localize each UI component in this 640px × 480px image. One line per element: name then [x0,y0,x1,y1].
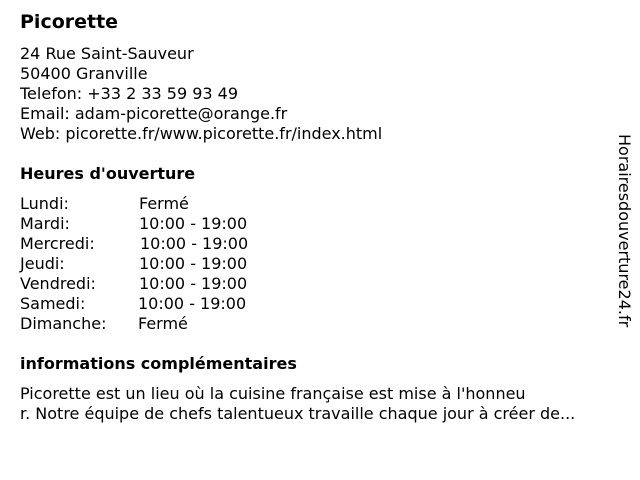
hours-row-saturday [20,294,300,314]
hours-row-sunday [20,314,300,334]
business-description [20,384,575,424]
hours-value: 10:00 - 19:00 [140,234,249,253]
website-url: Web: picorette.fr/www.picorette.fr/index.html [20,124,383,143]
day-label: Jeudi: [20,254,65,273]
description-line: r. Notre équipe de chefs talentueux travaille chaque jour à créer de... [20,404,576,423]
hours-value: 10:00 - 19:00 [139,254,248,273]
hours-value: 10:00 - 19:00 [139,274,248,293]
email-address: Email: adam-picorette@orange.fr [20,104,288,123]
additional-info-heading: informations complémentaires [20,354,297,373]
day-label: Dimanche: [20,314,107,333]
hours-value: Fermé [139,194,189,213]
phone-number: Telefon: +33 2 33 59 93 49 [20,84,239,103]
day-label: Mardi: [20,214,70,233]
day-label: Vendredi: [20,274,96,293]
hours-value: 10:00 - 19:00 [139,214,248,233]
hours-row-wednesday [20,234,300,254]
day-label: Mercredi: [20,234,95,253]
hours-row-thursday [20,254,300,274]
hours-value: 10:00 - 19:00 [138,294,247,313]
hours-value: Fermé [138,314,188,333]
opening-hours-table [20,194,300,334]
business-name: Picorette [20,11,119,33]
hours-row-friday [20,274,300,294]
opening-hours-heading: Heures d'ouverture [20,164,196,183]
hours-row-monday [20,194,300,214]
site-watermark: Horairesdouverture24.fr [615,134,634,328]
contact-block [20,44,382,144]
hours-row-tuesday [20,214,300,234]
address-city: 50400 Granville [20,64,148,83]
day-label: Lundi: [20,194,69,213]
description-line: Picorette est un lieu où la cuisine française est mise à l'honneu [20,384,526,403]
day-label: Samedi: [20,294,86,313]
address-street: 24 Rue Saint-Sauveur [20,44,194,63]
